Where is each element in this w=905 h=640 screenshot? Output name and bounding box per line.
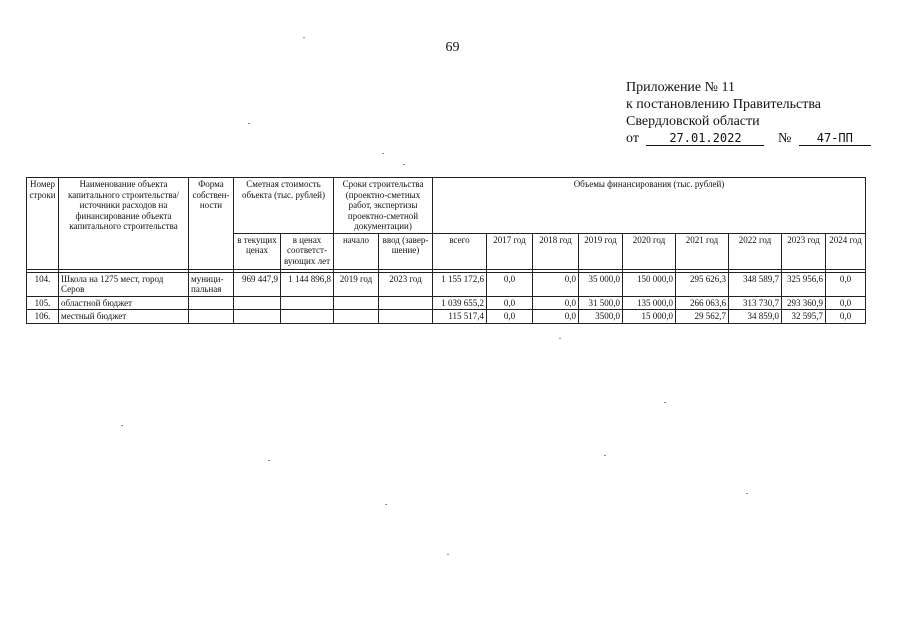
header-ownership: Форма собствен-ности [189,178,234,270]
value-2024: 0,0 [826,272,866,296]
value-2020: 150 000,0 [623,272,676,296]
header-start: начало [334,233,379,269]
value-2019: 31 500,0 [579,296,623,310]
header-2020: 2020 год [623,233,676,269]
value-2020: 135 000,0 [623,296,676,310]
scan-speck [382,153,384,154]
row-number: 105. [27,296,59,310]
scan-speck [121,425,123,426]
start-year: 2019 год [334,272,379,296]
appendix-block [626,79,886,147]
value-2017: 0,0 [487,296,533,310]
appendix-title: Приложение № 11 [626,80,735,95]
start-year [334,296,379,310]
resolution-date: 27.01.2022 [646,131,764,146]
appendix-line-3: Свердловской области [626,114,760,129]
value-2018: 0,0 [533,310,579,324]
row-number: 106. [27,310,59,324]
scan-speck [403,164,405,165]
header-2023: 2023 год [782,233,826,269]
header-commissioning: ввод (завер-шение) [379,233,433,269]
header-2018: 2018 год [533,233,579,269]
date-prefix: от [626,131,639,146]
header-2017: 2017 год [487,233,533,269]
number-prefix: № [777,131,792,146]
header-object-name: Наименование объекта капитального строительства/ источники расходов на финансирование объекта капитального строительства [59,178,189,270]
cost-current [234,310,281,324]
header-2024: 2024 год [826,233,866,269]
end-year [379,310,433,324]
page-number: 69 [445,40,460,55]
value-2024: 0,0 [826,310,866,324]
value-2019: 35 000,0 [579,272,623,296]
table-row [27,310,866,324]
total: 115 517,4 [433,310,487,324]
value-2023: 325 956,6 [782,272,826,296]
ownership: муници-пальная [189,272,234,296]
object-name: местный бюджет [59,310,189,324]
scan-speck [248,123,250,124]
value-2021: 29 562,7 [676,310,729,324]
total: 1 039 655,2 [433,296,487,310]
value-2018: 0,0 [533,272,579,296]
value-2021: 295 626,3 [676,272,729,296]
cost-years [281,296,334,310]
header-total: всего [433,233,487,269]
cost-years [281,310,334,324]
value-2023: 32 595,7 [782,310,826,324]
ownership [189,296,234,310]
value-2019: 3500,0 [579,310,623,324]
table-row [27,296,866,310]
appendix-date-line [626,130,886,147]
value-2020: 15 000,0 [623,310,676,324]
header-row-1 [27,178,866,234]
resolution-number: 47-ПП [799,131,871,146]
scan-speck [604,455,606,456]
end-year [379,296,433,310]
appendix-line-2: к постановлению Правительства [626,97,822,112]
header-financing: Объемы финансирования (тыс. рублей) [433,178,866,234]
header-estimated-cost: Сметная стоимость объекта (тыс. рублей) [234,178,334,234]
header-2022: 2022 год [729,233,782,269]
total: 1 155 172,6 [433,272,487,296]
cost-current: 969 447,9 [234,272,281,296]
scan-speck [559,338,561,339]
header-terms: Сроки строительства (проектно-сметных работ, экспертизы проектно-сметной документации) [334,178,433,234]
value-2017: 0,0 [487,310,533,324]
scan-speck [385,504,387,505]
table-row [27,272,866,296]
value-2024: 0,0 [826,296,866,310]
scan-speck [447,554,449,555]
cost-current [234,296,281,310]
value-2023: 293 360,9 [782,296,826,310]
value-2022: 34 859,0 [729,310,782,324]
header-current-prices: в текущих ценах [234,233,281,269]
value-2018: 0,0 [533,296,579,310]
scan-speck [268,460,270,461]
value-2021: 266 063,6 [676,296,729,310]
start-year [334,310,379,324]
ownership [189,310,234,324]
header-row-number: Номер строки [27,178,59,270]
header-2021: 2021 год [676,233,729,269]
scan-speck [303,37,305,38]
end-year: 2023 год [379,272,433,296]
scan-speck [664,402,666,403]
header-year-prices: в ценах соответст-вующих лет [281,233,334,269]
header-2019: 2019 год [579,233,623,269]
row-number: 104. [27,272,59,296]
scan-speck [746,493,748,494]
cost-years: 1 144 896,8 [281,272,334,296]
financing-table [26,177,866,324]
object-name: областной бюджет [59,296,189,310]
object-name: Школа на 1275 мест, город Серов [59,272,189,296]
value-2022: 313 730,7 [729,296,782,310]
value-2017: 0,0 [487,272,533,296]
value-2022: 348 589,7 [729,272,782,296]
